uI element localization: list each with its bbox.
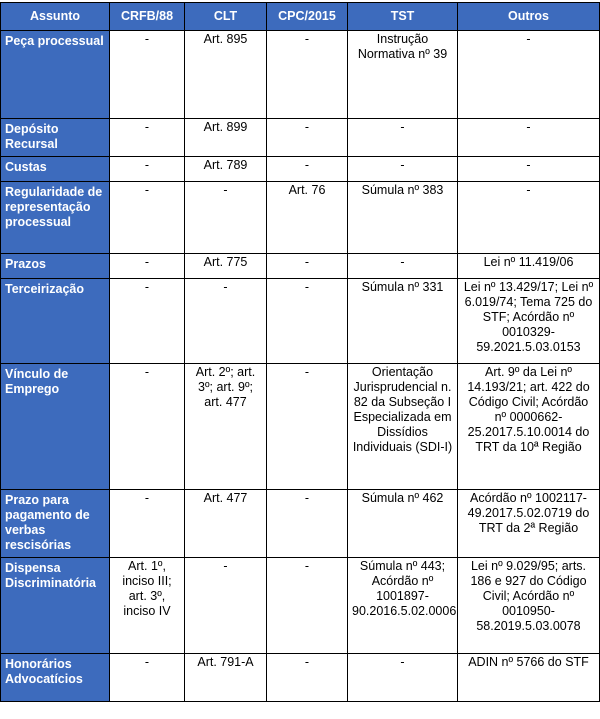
- table-row: [1, 654, 600, 702]
- cell-tst: Súmula nº 383: [348, 182, 458, 254]
- cell-assunto: Terceirização: [1, 279, 110, 364]
- cell-assunto: Prazo para pagamento de verbas rescisórias: [1, 490, 110, 558]
- legal-references-table: [0, 2, 600, 702]
- cell-assunto: Regularidade de representação processual: [1, 182, 110, 254]
- cell-tst: -: [348, 119, 458, 157]
- cell-tst: Súmula nº 462: [348, 490, 458, 558]
- cell-clt: -: [185, 279, 267, 364]
- cell-tst: Súmula nº 443; Acórdão nº 1001897-90.2016.5.02.0006: [348, 558, 458, 654]
- cell-tst: Orientação Jurisprudencial n. 82 da Subseção I Especializada em Dissídios Individuais (SDI-I): [348, 364, 458, 490]
- cell-cpc: -: [267, 254, 348, 279]
- cell-clt: Art. 895: [185, 31, 267, 119]
- cell-outros: Lei nº 11.419/06: [458, 254, 600, 279]
- table-row: [1, 254, 600, 279]
- cell-outros: Acórdão nº 1002117-49.2017.5.02.0719 do TRT da 2ª Região: [458, 490, 600, 558]
- header-tst: TST: [348, 3, 458, 31]
- cell-outros: Lei nº 9.029/95; arts. 186 e 927 do Código Civil; Acórdão nº 0010950-58.2019.5.03.0078: [458, 558, 600, 654]
- cell-clt: Art. 477: [185, 490, 267, 558]
- cell-clt: -: [185, 558, 267, 654]
- cell-outros: -: [458, 182, 600, 254]
- table-row: [1, 364, 600, 490]
- cell-crfb: -: [110, 654, 185, 702]
- cell-crfb: -: [110, 119, 185, 157]
- cell-assunto: Peça processual: [1, 31, 110, 119]
- cell-clt: Art. 2º; art. 3º; art. 9º; art. 477: [185, 364, 267, 490]
- cell-assunto: Depósito Recursal: [1, 119, 110, 157]
- cell-outros: Art. 9º da Lei nº 14.193/21; art. 422 do Código Civil; Acórdão nº 0000662-25.2017.5.10.0014 do TRT da 10ª Região: [458, 364, 600, 490]
- cell-assunto: Custas: [1, 157, 110, 182]
- table-row: [1, 31, 600, 119]
- table-row: [1, 279, 600, 364]
- table-row: [1, 157, 600, 182]
- header-crfb: CRFB/88: [110, 3, 185, 31]
- header-row: [1, 3, 600, 31]
- cell-outros: -: [458, 157, 600, 182]
- table-row: [1, 182, 600, 254]
- cell-clt: Art. 899: [185, 119, 267, 157]
- cell-outros: -: [458, 119, 600, 157]
- cell-cpc: Art. 76: [267, 182, 348, 254]
- cell-tst: -: [348, 254, 458, 279]
- cell-assunto: Dispensa Discriminatória: [1, 558, 110, 654]
- cell-crfb: -: [110, 490, 185, 558]
- cell-tst: Súmula nº 331: [348, 279, 458, 364]
- cell-tst: Instrução Normativa nº 39: [348, 31, 458, 119]
- cell-tst: -: [348, 654, 458, 702]
- cell-outros: -: [458, 31, 600, 119]
- cell-crfb: Art. 1º, inciso III; art. 3º, inciso IV: [110, 558, 185, 654]
- cell-crfb: -: [110, 254, 185, 279]
- cell-outros: Lei nº 13.429/17; Lei nº 6.019/74; Tema 725 do STF; Acórdão nº 0010329-59.2021.5.03.0153: [458, 279, 600, 364]
- cell-cpc: -: [267, 157, 348, 182]
- cell-assunto: Prazos: [1, 254, 110, 279]
- cell-cpc: -: [267, 654, 348, 702]
- cell-cpc: -: [267, 119, 348, 157]
- cell-crfb: -: [110, 279, 185, 364]
- cell-assunto: Vínculo de Emprego: [1, 364, 110, 490]
- cell-clt: Art. 775: [185, 254, 267, 279]
- cell-assunto: Honorários Advocatícios: [1, 654, 110, 702]
- header-cpc: CPC/2015: [267, 3, 348, 31]
- table-row: [1, 490, 600, 558]
- cell-crfb: -: [110, 182, 185, 254]
- cell-cpc: -: [267, 490, 348, 558]
- header-assunto: Assunto: [1, 3, 110, 31]
- cell-crfb: -: [110, 364, 185, 490]
- cell-clt: Art. 789: [185, 157, 267, 182]
- cell-cpc: -: [267, 279, 348, 364]
- cell-crfb: -: [110, 31, 185, 119]
- table-row: [1, 119, 600, 157]
- cell-tst: -: [348, 157, 458, 182]
- cell-cpc: -: [267, 31, 348, 119]
- cell-clt: Art. 791-A: [185, 654, 267, 702]
- cell-clt: -: [185, 182, 267, 254]
- header-outros: Outros: [458, 3, 600, 31]
- cell-crfb: -: [110, 157, 185, 182]
- cell-cpc: -: [267, 364, 348, 490]
- table-row: [1, 558, 600, 654]
- header-clt: CLT: [185, 3, 267, 31]
- cell-outros: ADIN nº 5766 do STF: [458, 654, 600, 702]
- cell-cpc: -: [267, 558, 348, 654]
